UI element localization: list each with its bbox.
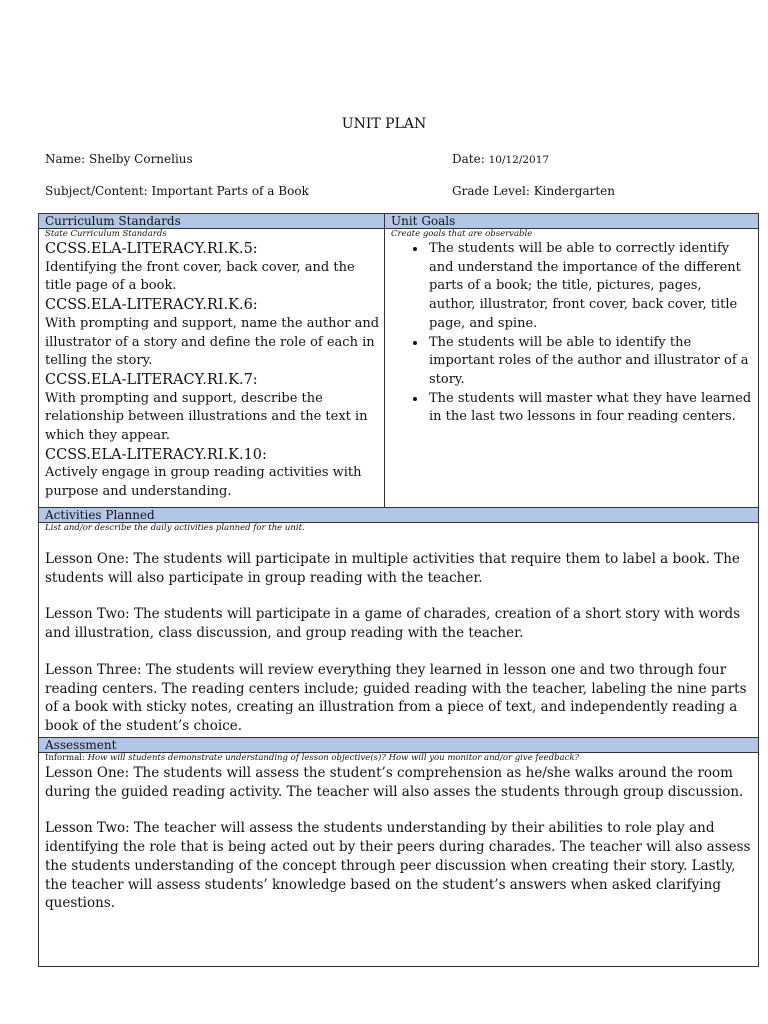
standard-text: With prompting and support, describe the relationship between illustrations and the text in which they appear. — [45, 390, 368, 444]
standard-text: Identifying the front cover, back cover, and the title page of a book. — [45, 259, 355, 294]
informal-label: Informal: — [45, 753, 85, 763]
date-field — [452, 152, 549, 166]
assessment-lesson: Lesson One: The students will assess the student’s comprehension as he/she walks around the room during the guided reading activity. The teacher will also asses the students through group discussion. — [45, 765, 744, 800]
standard-item — [45, 371, 380, 446]
standard-code: CCSS.ELA-LITERACY.RI.K.7: — [45, 371, 258, 388]
unit-goals-cell — [385, 214, 758, 507]
activities-subheader: List and/or describe the daily activities planned for the unit. — [45, 523, 305, 533]
standard-text: Actively engage in group reading activities with purpose and understanding. — [45, 465, 362, 500]
activities-header: Activities Planned — [39, 508, 758, 523]
date-value: 10/12/2017 — [488, 154, 550, 166]
standards-goals-row — [39, 214, 758, 508]
activities-body — [39, 534, 758, 736]
activity-lesson: Lesson One: The students will participate in multiple activities that require them to label a book. The students will also participate in group reading with the teacher. — [45, 551, 740, 586]
subject-field: Subject/Content: Important Parts of a Book — [45, 184, 309, 198]
grade-level-field: Grade Level: Kindergarten — [452, 184, 615, 198]
activities-section — [39, 508, 758, 738]
assessment-section — [39, 738, 758, 913]
unit-goals-subheader: Create goals that are observable — [391, 229, 533, 239]
assessment-header: Assessment — [39, 738, 758, 753]
curriculum-standards-cell — [39, 214, 385, 507]
curriculum-standards-subheader: State Curriculum Standards — [45, 229, 167, 239]
activity-lesson: Lesson Two: The students will participate in a game of charades, creation of a short story with words and illustration, class discussion, and group reading with the teacher. — [45, 606, 741, 642]
goal-item: • The students will be able to identify the important roles of the author and illustrator of a story. — [427, 334, 752, 390]
standard-item — [45, 240, 380, 296]
name-field: Name: Shelby Cornelius — [45, 152, 193, 166]
assessment-lesson: Lesson Two: The teacher will assess the students understanding by their abilities to role play and identifying the role that is being acted out by their peers during charades. The teacher will also assess the students understanding of the concept through peer discussion when creating their story. Lastly, the teacher will assess students’ knowledge based on the student’s answers when asked clarifying questions. — [45, 820, 751, 912]
document-title: UNIT PLAN — [341, 116, 427, 132]
standard-code: CCSS.ELA-LITERACY.RI.K.6: — [45, 297, 258, 314]
unit-goals-list — [385, 240, 758, 427]
standards-list — [39, 240, 384, 502]
goal-item: • The students will be able to correctly identify and understand the importance of the different parts of a book; the title, pictures, pages, author, illustrator, front cover, back cover, title page, and spine. — [427, 240, 752, 334]
date-label: Date: — [452, 152, 485, 166]
curriculum-standards-header: Curriculum Standards — [39, 214, 384, 229]
standard-text: With prompting and support, name the author and illustrator of a story and define the role of each in telling the story. — [45, 315, 380, 369]
standard-code: CCSS.ELA-LITERACY.RI.K.10: — [45, 446, 267, 463]
unit-goals-header: Unit Goals — [385, 214, 758, 229]
assessment-prompt: How will students demonstrate understanding of lesson objective(s)? How will you monitor and/or give feedback? — [87, 753, 580, 763]
assessment-body — [39, 764, 758, 913]
standard-item — [45, 446, 380, 502]
assessment-subheader — [39, 753, 758, 764]
goal-item: • The students will master what they have learned in the last two lessons in four reading centers. — [427, 390, 752, 427]
activity-lesson: Lesson Three: The students will review everything they learned in lesson one and two through four reading centers. The reading centers include; guided reading with the teacher, labeling the nine parts of a book with sticky notes, creating an illustration from a piece of text, and independently reading a book of the student’s choice. — [45, 661, 747, 734]
standard-code: CCSS.ELA-LITERACY.RI.K.5: — [45, 241, 258, 257]
unit-plan-table — [38, 213, 759, 967]
standard-item — [45, 296, 380, 371]
